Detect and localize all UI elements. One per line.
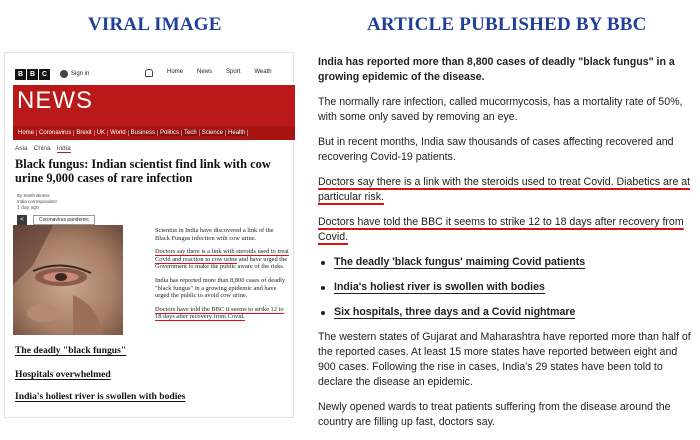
highlighted-claim: Doctors say there is a link with steroids used to treat Covid and reaction to cow urine [155, 248, 289, 263]
nav-item[interactable]: Business [129, 130, 158, 136]
topnav-news[interactable]: News [197, 69, 213, 75]
bbc-article [318, 55, 694, 440]
related-link[interactable] [318, 305, 694, 320]
viral-paragraph: Scientist in India have discovered a link of the Black Fungus infection with cow urine. [155, 227, 274, 242]
article-date: 1 day ago [17, 205, 39, 211]
highlighted-claim: Doctors have told the BBC it seems to strike 12 to 18 days after recovery from Covid. [155, 305, 284, 321]
bbc-article-header: ARTICLE PUBLISHED BY BBC [367, 14, 647, 35]
viral-link[interactable]: The deadly "black fungus" [15, 345, 127, 356]
crumb-asia[interactable]: Asia [15, 145, 28, 152]
sign-in-label: Sign in [71, 71, 90, 77]
viral-paragraph: India has reported more than 8,800 cases of deadly "black fungus" in a growing epidemic and have urged the public to avoid cow urine. [155, 276, 286, 300]
crumb-india[interactable]: India [56, 145, 71, 152]
article-paragraph [318, 175, 694, 205]
article-lead: India has reported more than 8,800 cases of deadly "black fungus" in a growing epidemic of the disease. [318, 56, 675, 83]
news-title: NEWS [17, 87, 93, 114]
nav-item[interactable]: Brexit [74, 130, 94, 136]
byline [17, 193, 57, 205]
viral-image-header: VIRAL IMAGE [88, 14, 222, 35]
viral-headline: Black fungus: Indian scientist find link with cow urine 9,000 cases of rare infection [15, 157, 271, 185]
article-paragraph: The western states of Gujarat and Maharashtra have reported more than half of the reported cases. At least 15 more states have reported between eight and 900 cases. Following the rise in cases, India's 29 states have been told to declare the disease an epidemic. [318, 331, 691, 388]
article-paragraph: But in recent months, India saw thousands of cases affecting recovered and recovering Covid-19 patients. [318, 136, 674, 163]
nav-item[interactable]: Home [16, 130, 37, 136]
logo-letter: C [39, 69, 50, 80]
logo-letter: B [27, 69, 38, 80]
viral-paragraph-rest: and have urged the Government to make the public aware of the risks. [155, 255, 288, 271]
related-link[interactable] [318, 280, 694, 295]
related-link[interactable] [318, 255, 694, 270]
nav-item[interactable]: Health [226, 130, 248, 136]
highlighted-quote: Doctors say there is a link with the steroids used to treat Covid. Diabetics are at particular risk. [318, 176, 691, 203]
viral-link[interactable]: India's holiest river is swollen with bodies [15, 391, 186, 402]
viral-paragraph [155, 306, 289, 321]
byline-role: India correspondent [17, 199, 57, 204]
related-links [318, 255, 694, 320]
user-icon [60, 70, 68, 78]
highlighted-quote: Doctors have told the BBC it seems to strike 12 to 18 days after recovery from Covid. [318, 216, 684, 243]
top-nav [145, 69, 286, 77]
related-link-label: India's holiest river is swollen with bodies [334, 281, 545, 293]
breadcrumb [15, 145, 71, 153]
viral-paragraph [155, 248, 289, 271]
related-link-label: The deadly 'black fungus' maiming Covid patients [334, 256, 586, 268]
share-icon[interactable]: < [17, 215, 27, 225]
nav-item[interactable]: Science [200, 130, 226, 136]
viral-link[interactable]: Hospitals overwhelmed [15, 369, 111, 380]
topic-chip[interactable]: Coronavirus pandemic [33, 215, 95, 225]
article-paragraph: Newly opened wards to treat patients suffering from the disease around the country are filling up fast, doctors say. [318, 401, 671, 428]
bbc-topbar [15, 67, 89, 81]
patient-eye-photo [13, 225, 123, 335]
nav-item[interactable]: World [108, 130, 129, 136]
bbc-logo[interactable] [15, 69, 50, 80]
news-banner [13, 85, 295, 140]
bell-icon[interactable] [145, 69, 153, 77]
crumb-china[interactable]: China [33, 145, 51, 152]
byline-author: By Smith Biness [17, 193, 50, 198]
nav-item[interactable]: Politics [158, 130, 182, 136]
viral-image-panel [4, 52, 294, 418]
topnav-weather[interactable]: Weath [254, 69, 272, 75]
topnav-home[interactable]: Home [167, 69, 184, 75]
news-nav [13, 126, 295, 140]
logo-letter: B [15, 69, 26, 80]
topnav-sport[interactable]: Sport [226, 69, 241, 75]
related-link-label: Six hospitals, three days and a Covid nightmare [334, 306, 576, 318]
nav-item[interactable]: Coronavirus [37, 130, 74, 136]
article-paragraph [318, 215, 694, 245]
sign-in-link[interactable] [60, 70, 89, 78]
nav-item[interactable]: UK [95, 130, 108, 136]
viral-body [155, 227, 289, 327]
article-paragraph: The normally rare infection, called mucormycosis, has a mortality rate of 50%, with some only saved by removing an eye. [318, 96, 683, 123]
nav-item[interactable]: Tech [182, 130, 200, 136]
